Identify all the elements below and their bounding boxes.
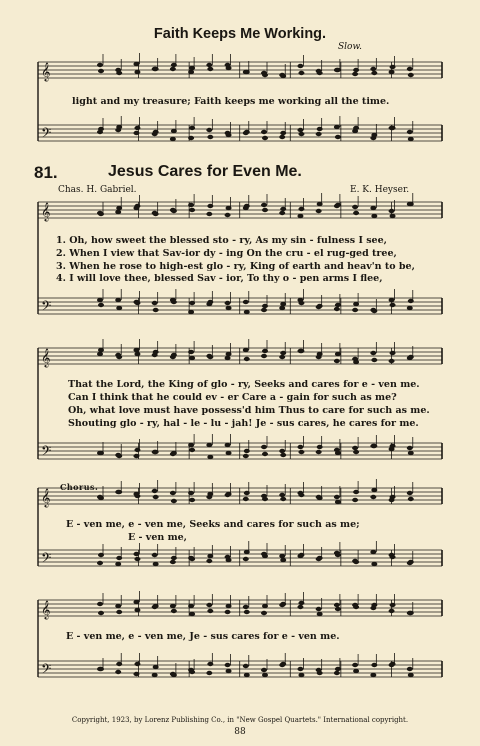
svg-text:𝄞: 𝄞 — [41, 488, 51, 507]
verse-line: 2. When I view that Sav-ior dy - ing On the cru - el rug-ged tree, — [56, 248, 397, 259]
svg-text:𝄞: 𝄞 — [41, 348, 51, 367]
verse-line: Oh, what love must have possess'd him Thus to care for such as me. — [68, 405, 430, 416]
author-credit: E. K. Heyser. — [350, 185, 410, 195]
svg-text:𝄢: 𝄢 — [41, 443, 52, 462]
copyright-line: Copyright, 1923, by Lorenz Publishing Co., in "New Gospel Quartets." International copyright. — [71, 716, 409, 724]
svg-text:𝄢: 𝄢 — [41, 661, 52, 680]
composer-credit: Chas. H. Gabriel. — [58, 185, 137, 195]
verse-line: That the Lord, the King of glo - ry, Seeks and cares for e - ven me. — [68, 379, 420, 390]
verse-line: 4. I will love thee, blessed Sav - ior, To thy o - pen arms I flee, — [56, 273, 383, 284]
svg-text:𝄞: 𝄞 — [41, 202, 51, 221]
svg-text:𝄢: 𝄢 — [41, 125, 52, 144]
chorus-label: Chorus. — [60, 482, 99, 492]
chorus-lyric: E - ven me, e - ven me, Seeks and cares for such as me; — [66, 519, 360, 530]
hymn-title: Jesus Cares for Even Me. — [108, 163, 302, 180]
svg-text:𝄞: 𝄞 — [41, 62, 51, 81]
verse-line: Shouting glo - ry, hal - le - lu - jah! Je - sus cares, he cares for me. — [68, 418, 419, 429]
page-number: 88 — [234, 727, 246, 737]
tempo-marking: Slow. — [338, 42, 362, 52]
svg-text:𝄢: 𝄢 — [41, 298, 52, 317]
verse-line: Can I think that he could ev - er Care a - gain for such as me? — [68, 392, 397, 403]
svg-text:𝄞: 𝄞 — [41, 600, 51, 619]
chorus-lyric: E - ven me, e - ven me, Je - sus cares for e - ven me. — [66, 631, 340, 642]
verse-line: 3. When he rose to high-est glo - ry, King of earth and heav'n to be, — [56, 261, 415, 272]
top-lyric-line: light and my treasure; Faith keeps me working all the time. — [72, 96, 390, 107]
verse-line: 1. Oh, how sweet the blessed sto - ry, As my sin - fulness I see, — [56, 235, 387, 246]
svg-text:𝄢: 𝄢 — [41, 550, 52, 569]
song-title-top: Faith Keeps Me Working. — [153, 26, 327, 42]
chorus-echo-lyric: E - ven me, — [128, 532, 187, 543]
hymn-number: 81. — [34, 163, 58, 182]
